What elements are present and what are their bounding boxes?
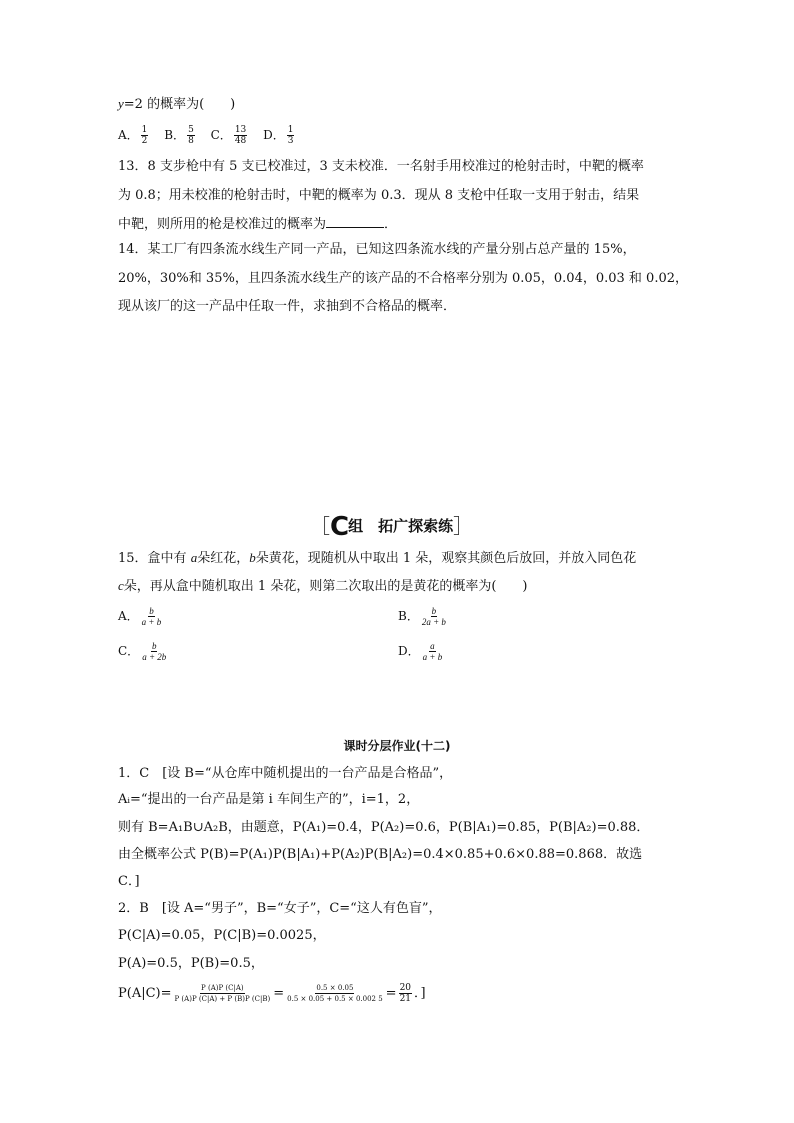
a2-line4: P(A|C)= $\frac{P (A)P (C|A)}{P (A)P (C|A) + P (B)P (C|B)}$ = $\frac{0.5 \times 0.05}{0.5 \times 0.05 + 0.5 \times 0.002 5}$ = $\frac{20}{21}$ ．] — [118, 983, 426, 1004]
q12-stem-text: =2 的概率为( ) — [123, 97, 236, 112]
q15-option-a[interactable]: A． $\frac{b}{a + b}$ — [118, 606, 162, 627]
a2-line1: 2．B [设 A=“男子”，B=“女子”，C=“这人有色盲”， — [118, 901, 442, 916]
a2-result-fraction: $\frac{20}{21}$ — [399, 983, 412, 1004]
q12-option-c[interactable]: C． $\frac{13}{48}$ — [210, 125, 247, 146]
a2-line3: P(A)=0.5，P(B)=0.5， — [118, 956, 264, 971]
a2-numeric-fraction: $\frac{0.5 \times 0.05}{0.5 \times 0.05 + 0.5 \times 0.002 5}$ — [287, 984, 383, 1003]
q13-line1: 13．8 支步枪中有 5 支已校准过，3 支未校准．一名射手用校准过的枪射击时，中靶的概率 — [118, 159, 644, 174]
q12-option-d[interactable]: D． $\frac{1}{3}$ — [263, 125, 294, 146]
q12-option-a[interactable]: A． $\frac{1}{2}$ — [118, 125, 148, 146]
section-title: 组 拓广探索练 — [348, 517, 454, 535]
q15-option-d[interactable]: D． $\frac{a}{a + b}$ — [398, 641, 443, 662]
q12-option-b[interactable]: B． $\frac{5}{8}$ — [164, 125, 194, 146]
q14-line2: 20%，30%和 35%，且四条流水线生产的该产品的不合格率分别为 0.05，0.04，0.03 和 0.02， — [118, 271, 688, 286]
q12-var-y: y — [118, 96, 124, 111]
a1-line1: 1．C [设 B=“从仓库中随机提出的一台产品是合格品”， — [118, 766, 453, 781]
a2-formula-fraction: $\frac{P (A)P (C|A)}{P (A)P (C|A) + P (B)P (C|B)}$ — [174, 984, 271, 1003]
q14-line3: 现从该厂的这一产品中任取一件，求抽到不合格品的概率． — [118, 299, 457, 314]
section-c-header: ［C组 拓广探索练］ — [310, 512, 474, 542]
q13-answer-blank[interactable] — [326, 215, 384, 228]
q13-line3: 中靶，则所用的枪是校准过的概率为 ． — [118, 217, 398, 232]
q13-line2: 为 0.8；用未校准的枪射击时，中靶的概率为 0.3．现从 8 支枪中任取一支用于射击，结果 — [118, 188, 640, 203]
a1-line3: 则有 B=A₁B∪A₂B，由题意，P(A₁)=0.4，P(A₂)=0.6，P(B|A₁)=0.85，P(B|A₂)=0.88． — [118, 820, 650, 835]
section-letter-badge: C — [330, 512, 349, 542]
q15-line2: c朵，再从盒中随机取出 1 朵花，则第二次取出的是黄花的概率为( ) — [118, 578, 528, 594]
answers-title: 课时分层作业(十二) — [343, 739, 451, 753]
a1-line2: Aᵢ=“提出的一台产品是第 i 车间生产的”，i=1，2， — [118, 792, 420, 807]
q15-option-c[interactable]: C． $\frac{b}{a + 2b}$ — [118, 641, 167, 662]
q12-options — [118, 125, 296, 146]
a2-line2: P(C|A)=0.05，P(C|B)=0.0025， — [118, 928, 326, 943]
q15-line1: 15．盒中有 a朵红花，b朵黄花，现随机从中取出 1 朵，观察其颜色后放回，并放入同色花 — [118, 550, 637, 566]
q15-option-b[interactable]: B． $\frac{b}{2a + b}$ — [398, 606, 446, 627]
q14-line1: 14．某工厂有四条流水线生产同一产品，已知这四条流水线的产量分别占总产量的 15%， — [118, 242, 636, 257]
a1-line5: C．] — [118, 874, 140, 889]
q12-stem — [118, 95, 235, 114]
a1-line4: 由全概率公式 P(B)=P(A₁)P(B|A₁)+P(A₂)P(B|A₂)=0.4×0.85+0.6×0.88=0.868．故选 — [118, 847, 643, 862]
